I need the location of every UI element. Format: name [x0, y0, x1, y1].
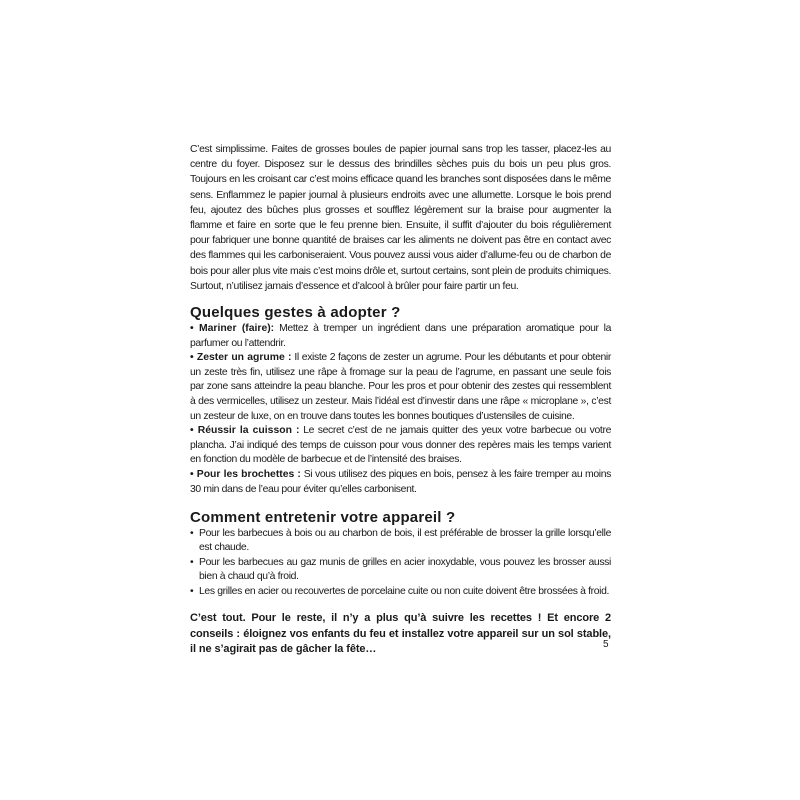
item-text: Si vous utilisez des piques en bois, pensez à les faire tremper au moins 30 min dans de l’eau pour éviter qu’elles carbonisent. — [190, 468, 612, 495]
bullet: • — [190, 352, 194, 364]
item-text: Mettez à tremper un ingrédient dans une préparation aromatique pour la parfumer ou l’attendrir. — [190, 323, 612, 349]
bullet: • — [190, 323, 194, 335]
item-term: Zester un agrume : — [196, 352, 292, 364]
list-item — [190, 585, 611, 599]
item-term: Pour les brochettes : — [196, 468, 301, 480]
list-item — [190, 322, 611, 351]
page-content — [190, 142, 611, 668]
bullet: • — [190, 468, 194, 480]
item-term: Réussir la cuisson : — [197, 425, 300, 437]
list-item — [190, 556, 611, 584]
bullet: • — [190, 425, 194, 437]
item-text: Il existe 2 façons de zester un agrume. Pour les débutants et pour obtenir un zeste très fin, utilisez une râpe à fromage sur la peau de l’agrume, en passant une seule fois par zone sans atteindre la peau blanche. Pour les pros et pour obtenir des zestes qui ressemblent à des vermicelles, utilisez un zesteur. Mais l’idéal est d’investir dans une râpe « microplane », c’est un zesteur de luxe, on en trouve dans toutes les bonnes boutiques d’ustensiles de cuisine. — [190, 352, 612, 422]
page-number: 5 — [603, 639, 609, 650]
list-item — [190, 424, 611, 468]
intro-paragraph: C’est simplissime. Faites de grosses boules de papier journal sans trop les tasser, placez-les au centre du foyer. Disposez sur le dessus des brindilles sèches puis du bois un peu plus gros. Toujours en les croisant car c’est moins efficace quand les branches sont disposées dans le même sens. Enflammez le papier journal à plusieurs endroits avec une allumette. Lorsque le bois prend feu, ajoutez des bûches plus grosses et soufflez légèrement sur la braise pour augmenter la flamme et faire en sorte que le feu prenne bien. Ensuite, il suffit d’ajouter du bois régulièrement pour fabriquer une bonne quantité de braises car les aliments ne doivent pas être en contact avec des flammes qui les carboniseraient. Vous pouvez aussi vous aider d’allume-feu ou de charbon de bois pour aller plus vite mais c’est moins drôle et, surtout certains, sont plein de produits chimiques. Surtout, n’utilisez jamais d’essence et d’alcool à brûler pour faire partir un feu. — [190, 144, 612, 292]
list-item — [190, 468, 611, 497]
section-title-maintenance: Comment entretenir votre appareil ? — [190, 509, 456, 527]
closing-paragraph: C’est tout. Pour le reste, il n’y a plus qu’à suivre les recettes ! Et encore 2 conseils : éloignez vos enfants du feu et installez votre appareil sur un sol stable, il ne s’agirait pas de gâcher la fête… — [190, 612, 611, 655]
gestures-list — [190, 322, 611, 497]
bullet: • — [190, 586, 194, 598]
item-text: Les grilles en acier ou recouvertes de porcelaine cuite ou non cuite doivent être brossées à froid. — [199, 586, 610, 598]
list-item — [190, 351, 611, 424]
bullet: • — [190, 528, 194, 540]
list-item — [190, 527, 611, 555]
item-term: Mariner (faire): — [198, 323, 275, 335]
item-text: Pour les barbecues au gaz munis de grilles en acier inoxydable, vous pouvez les brosser aussi bien à chaud qu’à froid. — [199, 557, 611, 583]
item-text: Le secret c’est de ne jamais quitter des yeux votre barbecue ou votre plancha. J’ai indiqué des temps de cuisson pour vous donner des repères mais les temps varient en fonction du modèle de barbecue et de l’intensité des braises. — [190, 425, 611, 466]
item-text: Pour les barbecues à bois ou au charbon de bois, il est préférable de brosser la grille lorsqu’elle est chaude. — [199, 528, 611, 554]
section-title-gestures: Quelques gestes à adopter ? — [190, 304, 401, 322]
maintenance-list — [190, 527, 611, 599]
bullet: • — [190, 557, 194, 569]
